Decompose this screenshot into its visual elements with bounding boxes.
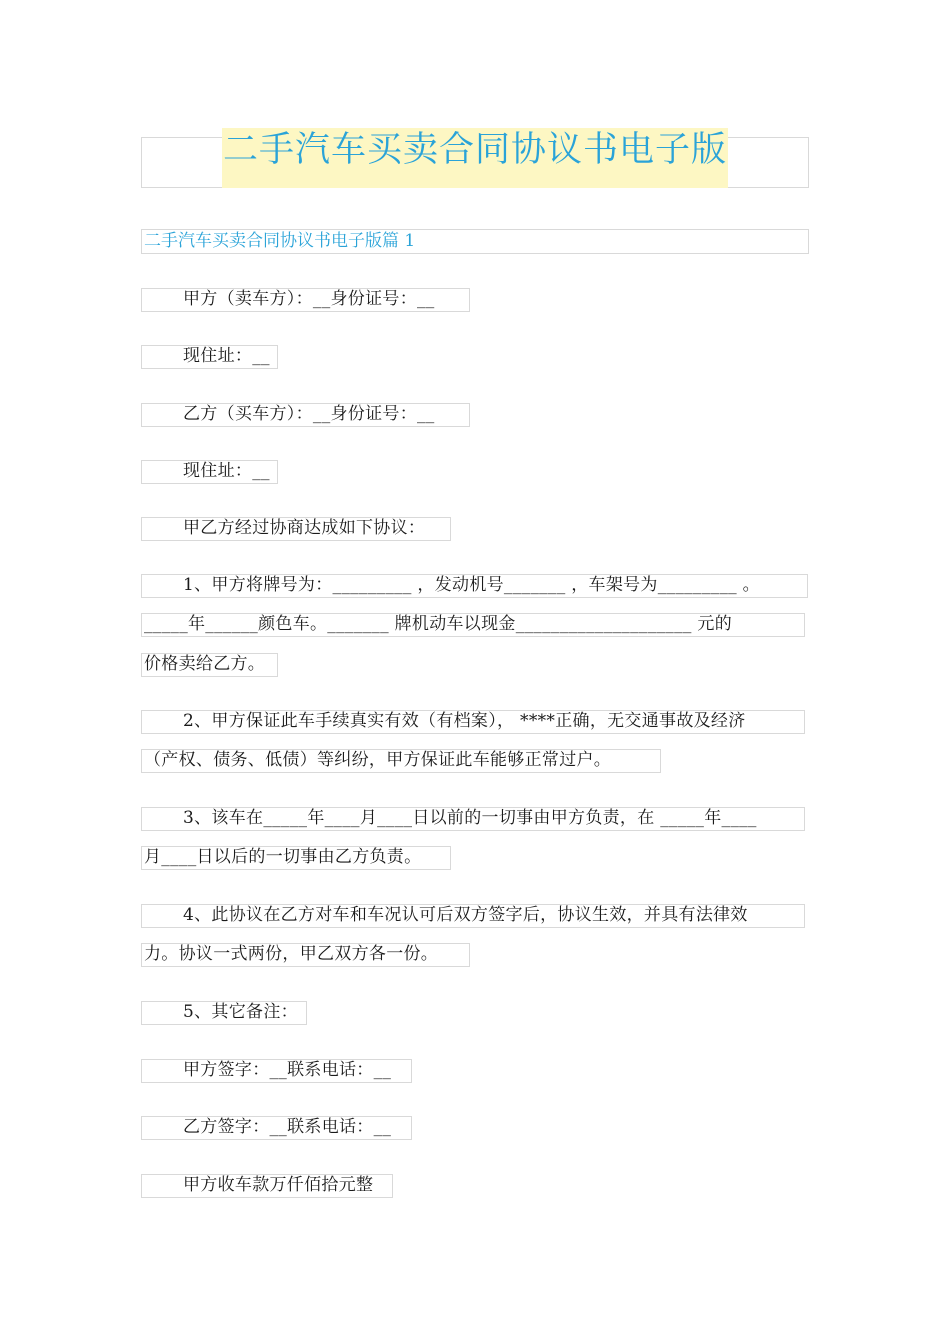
section-heading: 二手汽车买卖合同协议书电子版篇 1	[144, 231, 416, 251]
document-title: 二手汽车买卖合同协议书电子版	[222, 130, 727, 170]
clause-5-remarks: 5、其它备注：	[183, 1002, 298, 1022]
payment-line: 甲方收车款万仟佰拾元整	[183, 1175, 374, 1195]
clause-1-line-2: _____年______颜色车。_______ 牌机动车以现金____________________ 元的	[144, 614, 733, 634]
clause-3-line-2: 月____日以后的一切事由乙方负责。	[144, 847, 422, 867]
buyer-signature-line: 乙方签字：__联系电话：__	[183, 1117, 392, 1137]
clause-1-line-3: 价格卖给乙方。	[144, 654, 266, 674]
seller-signature-line: 甲方签字：__联系电话：__	[183, 1060, 392, 1080]
clause-2-line-2: （产权、债务、低债）等纠纷，甲方保证此车能够正常过户。	[144, 750, 612, 770]
clause-4-line-1: 4、此协议在乙方对车和车况认可后双方签字后，协议生效，并具有法律效	[183, 905, 748, 925]
buyer-line: 乙方（买车方）：__身份证号：__	[183, 404, 435, 424]
clause-4-line-2: 力。协议一式两份，甲乙双方各一份。	[144, 944, 439, 964]
clause-2-line-1: 2、甲方保证此车手续真实有效（有档案）， ****正确，无交通事故及经济	[183, 711, 746, 731]
clause-1-line-1: 1、甲方将牌号为：_________ ，发动机号_______ ，车架号为_________ 。	[183, 575, 760, 595]
seller-address-line: 现住址：__	[183, 346, 270, 366]
seller-line: 甲方（卖车方）：__身份证号：__	[183, 289, 435, 309]
buyer-address-line: 现住址：__	[183, 461, 270, 481]
agreement-intro: 甲乙方经过协商达成如下协议：	[183, 518, 426, 538]
clause-3-line-1: 3、该车在_____年____月____日以前的一切事由甲方负责，在 _____年____	[183, 808, 757, 828]
